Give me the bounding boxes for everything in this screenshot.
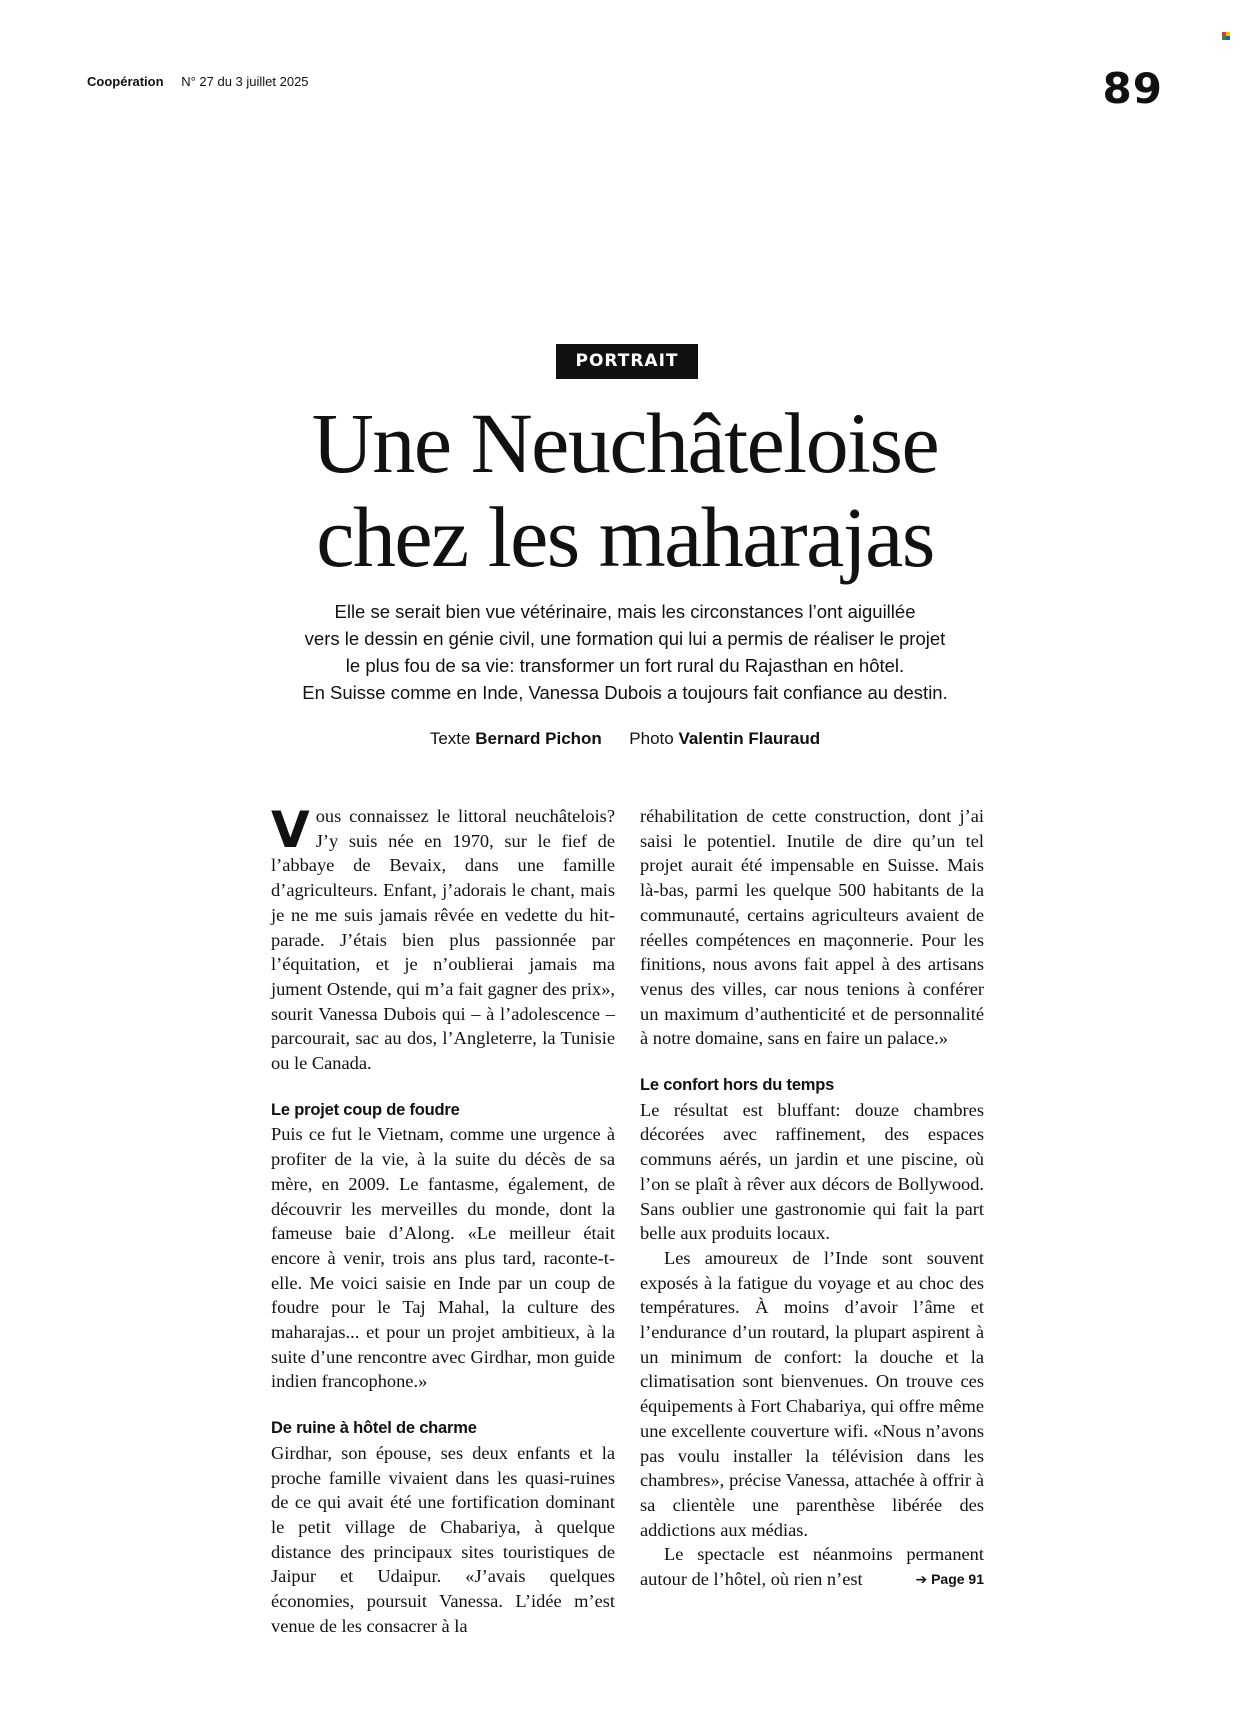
paragraph: Les amoureux de l’Inde sont souvent exposés à la fatigue du voyage et au choc des températures. À moins d’avoir l’âme et l’endurance d’un routard, la plupart aspirent à un minimum de confort: la douche et la climatisation sont bienvenues. On trouve ces équipements à Fort Chabariya, qui offre même une excellente couverture wifi. «Nous n’avons pas voulu installer la télévision dans les chambres», précise Vanessa, attachée à offrir à sa clientèle une parenthèse libérée des addictions aux médias. xyxy=(640,1247,984,1540)
lead-line: Elle se serait bien vue vétérinaire, mais les circonstances l’ont aiguillée xyxy=(334,601,916,622)
page-number: 89 xyxy=(1102,64,1163,113)
lead-line: le plus fou de sa vie: transformer un fort rural du Rajasthan en hôtel. xyxy=(345,655,905,676)
print-registration-mark xyxy=(1222,32,1230,40)
lead-line: vers le dessin en génie civil, une formation qui lui a permis de réaliser le projet xyxy=(304,628,946,649)
drop-cap: V xyxy=(271,801,310,859)
article-lead xyxy=(220,598,1030,706)
lead-line: En Suisse comme en Inde, Vanessa Dubois a toujours fait confiance au destin. xyxy=(302,682,948,703)
body-column-left xyxy=(271,801,615,1639)
title-line-1: Une Neuchâteloise xyxy=(311,395,939,491)
continued-link[interactable]: ➔ Page 91 xyxy=(915,1571,984,1588)
title-line-2: chez les maharajas xyxy=(316,489,934,585)
paragraph: Girdhar, son épouse, ses deux enfants et la proche famille vivaient dans les quasi-ruines de ce qui avait été une fortification dominant le petit village de Chabariya, à quelque distance des principaux sites touristiques de Jaipur et Udaipur. «J’avais quelques économies, poursuit Vanessa. L’idée m’est venue de les consacrer à la xyxy=(271,1442,615,1636)
paragraph: réhabilitation de cette construction, dont j’ai saisi le potentiel. Inutile de dire qu’un tel projet aurait été impensable en Suisse. Mais là-bas, parmi les quelque 500 habitants de la communauté, certains agriculteurs avaient de réelles compétences en maçonnerie. Pour les finitions, nous avons fait appel à des artisans venus des villes, car nous tenions à conférer un maximum d’authenticité et de personnalité à notre domaine, sans en faire un palace.» xyxy=(640,806,984,1049)
paragraph: Puis ce fut le Vietnam, comme une urgence à profiter de la vie, à la suite du décès de sa mère, en 2009. Le fantasme, également, de découvrir les merveilles du monde, dont la fameuse baie d’Along. «Le meilleur était encore à venir, trois ans plus tard, raconte-t-elle. Me voici saisie en Inde par un coup de foudre pour le Taj Mahal, la culture des maharajas... et pour un projet ambitieux, à la suite d’une rencontre avec Girdhar, mon guide indien francophone.» xyxy=(271,1124,615,1392)
publication-line xyxy=(87,74,309,89)
text-label: Texte xyxy=(429,729,471,748)
paragraph xyxy=(271,801,615,1076)
paragraph-text: Le spectacle est néanmoins permanent autour de l’hôtel, où rien n’est xyxy=(640,1544,984,1590)
paragraph-text: ous connaissez le littoral neuchâtelois? J’y suis née en 1970, sur le fief de l’abbaye de Bevaix, dans une famille d’agriculteurs. Enfant, j’adorais le chant, mais je ne me suis jamais rêvée en vedette du hit-parade. J’étais bien plus passionnée par l’équitation, et je n’oublierai jamais ma jument Ostende, qui m’a fait gagner des prix», sourit Vanessa Dubois qui – à l’adolescence – parcourait, sac au dos, l’Angleterre, la Tunisie ou le Canada. xyxy=(271,806,615,1074)
section-kicker: PORTRAIT xyxy=(556,344,698,379)
page-header xyxy=(87,64,1163,120)
subheading: Le confort hors du temps xyxy=(640,1076,835,1095)
paragraph xyxy=(640,1542,984,1591)
photo-author: Valentin Flauraud xyxy=(678,729,821,748)
subheading: Le projet coup de foudre xyxy=(271,1100,460,1119)
byline xyxy=(300,729,950,749)
text-author: Bernard Pichon xyxy=(475,729,602,748)
photo-label: Photo xyxy=(629,729,674,748)
article-title xyxy=(150,396,1100,584)
publication-name: Coopération xyxy=(87,74,164,89)
paragraph: Le résultat est bluffant: douze chambres décorées avec raffinement, des espaces communs aérés, un jardin et une piscine, où l’on se plaît à rêver aux décors de Bollywood. Sans oublier une gastronomie qui fait la part belle aux produits locaux. xyxy=(640,1099,984,1244)
body-column-right xyxy=(640,804,984,1592)
subheading: De ruine à hôtel de charme xyxy=(271,1419,477,1438)
issue-date: N° 27 du 3 juillet 2025 xyxy=(181,74,309,89)
